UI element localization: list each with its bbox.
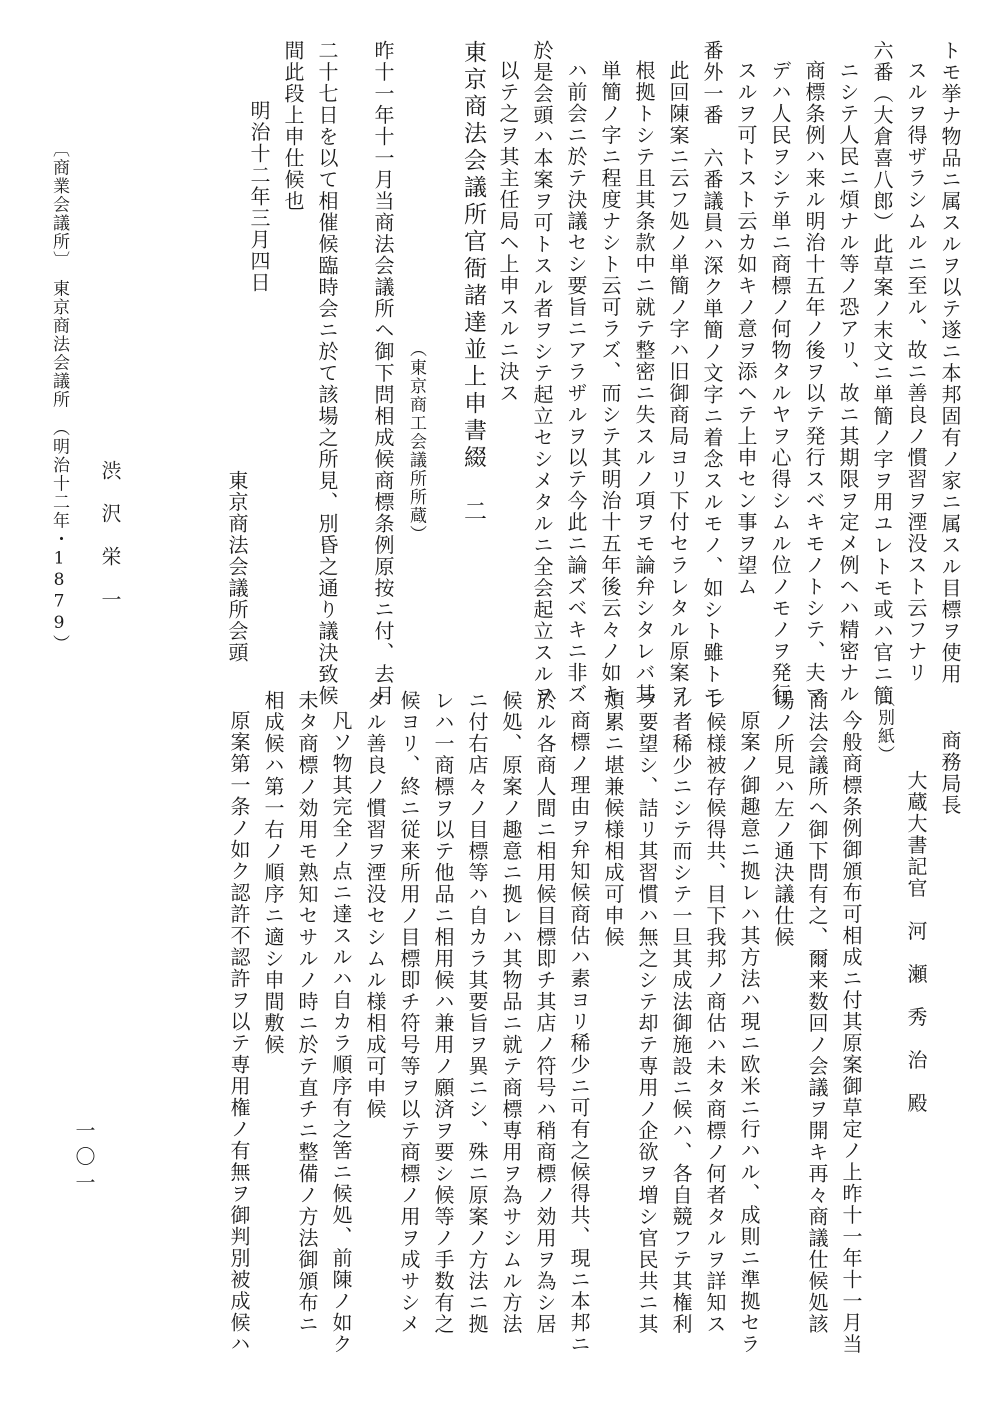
text-column: ニ付右店々ノ目標等ハ自カラ其要旨ヲ異ニシ、殊ニ原案ノ方法ニ拠 (465, 690, 489, 1335)
text-column: 於ル各商人間ニ相用候目標即チ其店ノ符号ハ稍商標ノ効用ヲ為シ居 (533, 690, 557, 1335)
text-column: 商法会議所ヘ御下問有之、爾来数回ノ会議ヲ開キ再々商議仕候処該 (805, 690, 829, 1335)
text-column: レハ一商標ヲ以テ他品ニ相用候ハ兼用ノ願済ヲ要シ候等ノ手数有之 (431, 690, 455, 1335)
source-note: （東京商工会議所所蔵） (406, 340, 426, 544)
lower-section (80, 690, 960, 1380)
letter-date: 明治十二年三月四日 (247, 100, 271, 294)
text-column: 六番（大倉喜八郎）此草案ノ末文ニ単簡ノ字ヲ用ユレトモ或ハ官ニ簡 (870, 40, 894, 707)
text-column: ニシテ人民ニ煩ナル等ノ恐アリ、故ニ其期限ヲ定メ例ヘハ精密ナル (836, 60, 860, 705)
text-column: 此回陳案ニ云フ処ノ単簡ノ字ハ旧御商局ヨリ下付セラレタル原案ヲ (666, 60, 690, 705)
text-column: 候処、原案ノ趣意ニ拠レハ其物品ニ就テ商標専用ヲ為サシムル方法 (499, 690, 523, 1335)
text-column: ヲ要望シ、詰リ其習慣ハ無之シテ却テ専用ノ企欲ヲ増シ官民共ニ其 (635, 690, 659, 1335)
sender-name: 渋 沢 栄 一 (98, 460, 122, 611)
recipient-bureau: 商務局長 (938, 730, 962, 816)
upper-section (50, 40, 962, 707)
text-column: デハ人民ヲシテ単ニ商標ノ何物タルヤヲ心得シムル位ノモノヲ発行 (768, 60, 792, 705)
text-column: 商標ノ理由ヲ弁知候商估ハ素ヨリ稀少ニ可有之候得共、現ニ本邦ニ (567, 710, 591, 1355)
attachment-label: （別紙） (874, 690, 894, 764)
text-column: 根拠トシテ且其条款中ニ就テ整密ニ失スルノ項ヲモ論弁シタレバ其 (632, 60, 656, 705)
text-column: 候ヨリ、終ニ従来所用ノ目標即チ符号等ヲ以テ商標ノ用ヲ成サシメ (397, 690, 421, 1335)
letter-line: 昨十一年十一月当商法会議所ヘ御下問相成候商標条例原按ニ付、去月 (371, 40, 395, 707)
text-column: 番外一番 六番議員ハ深ク単簡ノ文字ニ着念スルモノ、如シト雖トモ (700, 40, 724, 707)
text-column: 原案第一条ノ如ク認許不認許ヲ以テ専用権ノ有無ヲ御判別被成候ハ (227, 710, 251, 1355)
text-column: 煩累ニ堪兼候様相成可申候 (601, 690, 625, 948)
sender-org: 東京商法会議所会頭 (225, 470, 249, 664)
running-head: 〔商業会議所〕 東京商法会議所 （明治十二年・1879） (49, 140, 69, 653)
text-column: タル善良ノ慣習ヲ湮没セシムル様相成可申候 (363, 690, 387, 1120)
text-column: 凡ソ物其完全ノ点ニ達スルハ自カラ順序有之筈ニ候処、前陳ノ如ク (329, 710, 353, 1355)
text-column: 未タ商標ノ効用モ熟知セサルノ時ニ於テ直チニ整備ノ方法御頒布ニ (295, 690, 319, 1335)
text-column: スルヲ得ザラシムルニ至ル、故ニ善良ノ慣習ヲ湮没スト云フナリ (904, 60, 928, 684)
text-column: 相成候ハ第一右ノ順序ニ適シ申間敷候 (261, 690, 285, 1056)
page-number: 一〇一 (72, 1120, 96, 1198)
text-column: レ候様被存候得共、目下我邦ノ商估ハ未タ商標ノ何者タルヲ詳知ス (703, 690, 727, 1335)
text-column: スルヲ可トスト云カ如キノ意ヲ添ヘテ上申セン事ヲ望ム (734, 60, 758, 598)
sender-block (201, 40, 247, 665)
letter-line: 間此段上申仕候也 (281, 40, 305, 212)
text-column: 原案ノ御趣意ニ拠レハ其方法ハ現ニ欧米ニ行ハル、成則ニ準拠セラ (737, 710, 761, 1355)
text-column: トモ挙ナ物品ニ属スルヲ以テ遂ニ本邦固有ノ家ニ属スル目標ヲ使用 (938, 40, 962, 685)
text-column: 商標条例ハ来ル明治十五年ノ後ヲ以テ発行スベキモノトシテ、夫マ (802, 60, 826, 705)
text-column: 場ノ所見ハ左ノ通決議仕候 (771, 690, 795, 948)
text-column: 今般商標条例御頒布可相成ニ付其原案御草定ノ上昨十一年十一月当 (839, 710, 863, 1355)
recipient-name: 大蔵大書記官 河 瀬 秀 治 殿 (904, 770, 928, 1114)
text-column: ハ前会ニ於テ決議セシ要旨ニアラザルヲ以テ今此ニ論ズベキニ非ズ (564, 60, 588, 705)
text-column: 以テ之ヲ其主任局ヘ上申スルニ決ス (496, 60, 520, 404)
section-heading: 東京商法会議所官衙諸達並上申書綴 二 (460, 40, 486, 526)
text-column: 於是会頭ハ本案ヲ可トスル者ヲシテ起立セシメタルニ全会起立スルヲ (530, 40, 554, 707)
letter-line: 二十七日を以て相催候臨時会ニ於て該場之所見、別昏之通り議決致候 (315, 40, 339, 707)
text-column: ル者稀少ニシテ而シテ一旦其成法御施設ニ候ハ、各自競フテ其権利 (669, 690, 693, 1335)
text-column: 単簡ノ字ニ程度ナシト云可ラズ、而シテ其明治十五年後云々ノ如キ (598, 60, 622, 705)
